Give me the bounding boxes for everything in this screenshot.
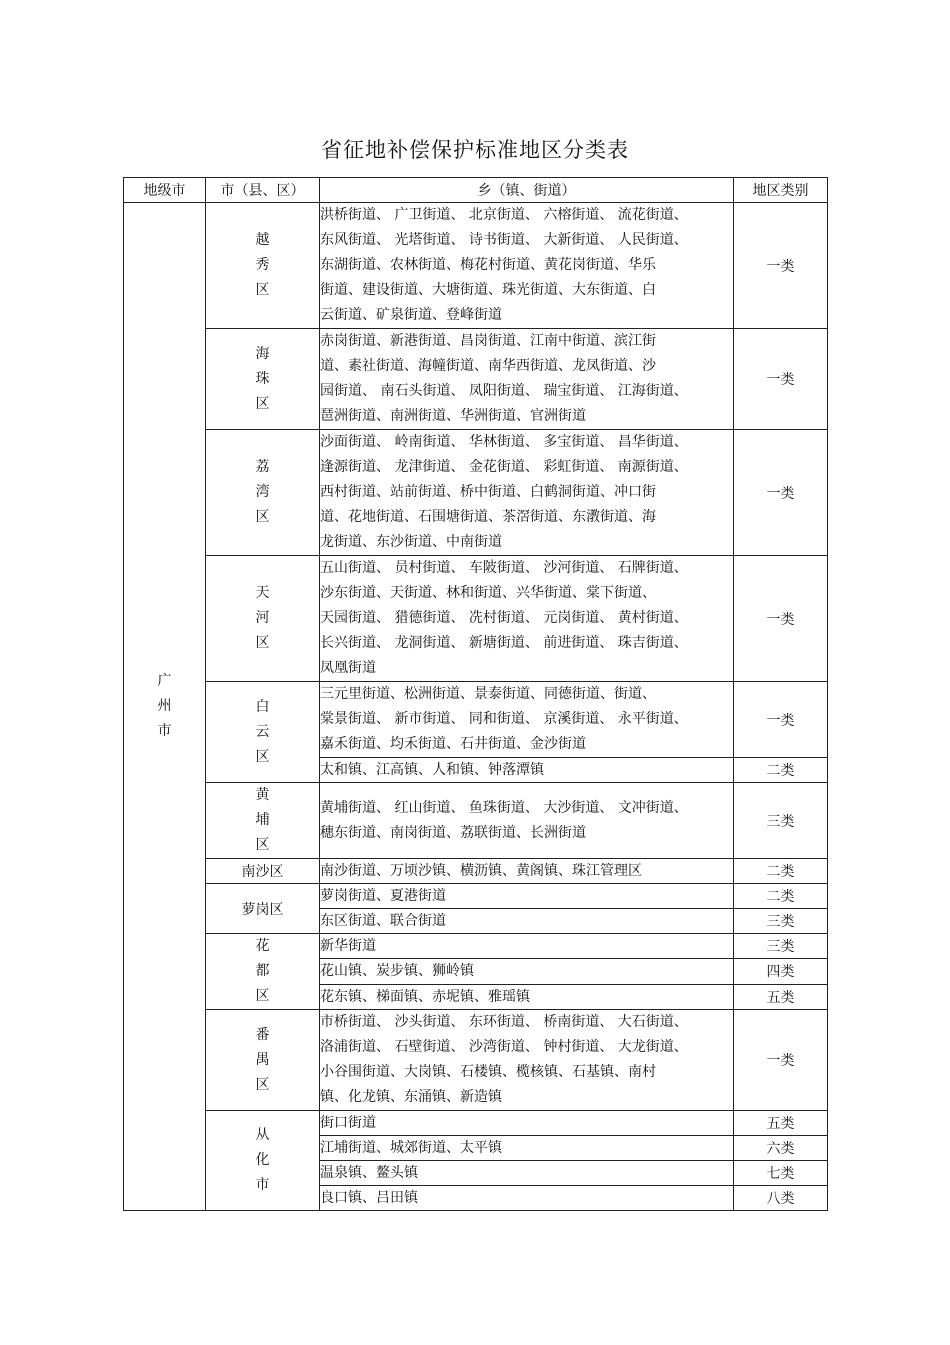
category-cell: 一类 — [734, 203, 828, 329]
table-row — [124, 430, 828, 556]
district-cell — [206, 859, 320, 884]
township-line: 良口镇、吕田镇 — [320, 1190, 418, 1206]
district-cell — [206, 884, 320, 934]
page-title: 省征地补偿保护标准地区分类表 — [321, 138, 629, 162]
district-name: 区 — [255, 282, 270, 298]
prefecture-char: 市 — [157, 723, 172, 739]
category-cell: 八类 — [734, 1186, 828, 1211]
category-cell: 三类 — [734, 934, 828, 959]
district-cell — [206, 556, 320, 682]
prefecture-char: 州 — [157, 698, 172, 714]
table-row — [124, 556, 828, 682]
township-list-cell — [320, 1161, 734, 1186]
township-list-cell — [320, 859, 734, 884]
township-list-cell — [320, 1136, 734, 1161]
township-list-cell — [320, 682, 734, 758]
district-cell — [206, 430, 320, 556]
category-cell: 五类 — [734, 984, 828, 1009]
category-cell: 一类 — [734, 1010, 828, 1111]
district-name: 市 — [255, 1177, 270, 1193]
township-line: 花东镇、梯面镇、赤坭镇、雅瑶镇 — [320, 988, 530, 1005]
township-list-cell — [320, 884, 734, 909]
table-row — [124, 1111, 828, 1136]
table-row — [124, 884, 828, 909]
district-name: 埔 — [255, 812, 270, 828]
table-row — [124, 859, 828, 884]
header-row — [124, 178, 828, 203]
township-list-cell — [320, 1111, 734, 1136]
township-line: 棠景街道、 新市街道、 同和街道、 京溪街道、 永平街道、 — [320, 711, 688, 727]
category-cell: 六类 — [734, 1136, 828, 1161]
township-list-cell — [320, 758, 734, 783]
district-name: 海 — [255, 345, 270, 362]
header-township: 乡（镇、街道） — [320, 178, 734, 203]
district-cell — [206, 682, 320, 783]
township-list-cell — [320, 1186, 734, 1211]
district-name: 区 — [255, 748, 270, 765]
district-cell — [206, 203, 320, 329]
table-body — [124, 203, 828, 1211]
district-name: 秀 — [255, 257, 270, 273]
district-cell — [206, 1111, 320, 1211]
township-line: 琶洲街道、南洲街道、华洲街道、官洲街道 — [320, 408, 586, 424]
township-line: 镇、化龙镇、东涌镇、新造镇 — [320, 1089, 502, 1105]
township-line: 五山街道、 员村街道、 车陂街道、 沙河街道、 石牌街道、 — [320, 560, 688, 576]
district-name: 区 — [255, 395, 270, 412]
category-cell: 三类 — [734, 783, 828, 859]
district-name: 南沙区 — [241, 864, 284, 880]
township-line: 东区街道、联合街道 — [320, 913, 446, 929]
township-list-cell — [320, 556, 734, 682]
header-county: 市（县、区） — [206, 178, 320, 203]
district-cell — [206, 1010, 320, 1111]
category-cell: 一类 — [734, 430, 828, 556]
township-line: 萝岗街道、夏港街道 — [320, 888, 446, 904]
township-line: 街口街道 — [320, 1115, 376, 1131]
classification-table — [123, 177, 828, 1211]
district-name: 区 — [255, 988, 270, 1004]
district-name: 湾 — [255, 484, 270, 500]
township-line: 洛浦街道、 石壁街道、 沙湾街道、 钟村街道、 大龙街道、 — [320, 1039, 688, 1055]
township-line: 沙东街道、天街道、林和街道、兴华街道、棠下街道、 — [320, 585, 656, 601]
township-line: 三元里街道、松洲街道、景泰街道、同德街道、街道、 — [320, 686, 656, 702]
township-list-cell — [320, 909, 734, 934]
category-cell: 二类 — [734, 758, 828, 783]
township-list-cell — [320, 430, 734, 556]
township-line: 长兴街道、 龙洞街道、 新塘街道、 前进街道、 珠吉街道、 — [320, 635, 688, 651]
township-line: 洪桥街道、 广卫街道、 北京街道、 六榕街道、 流花街道、 — [320, 207, 688, 223]
township-line: 花山镇、炭步镇、狮岭镇 — [320, 963, 474, 980]
district-name: 越 — [255, 232, 270, 248]
district-name: 区 — [255, 509, 270, 525]
township-list-cell — [320, 934, 734, 959]
township-line: 西村街道、站前街道、桥中街道、白鹤洞街道、冲口街 — [320, 484, 656, 500]
category-cell: 二类 — [734, 884, 828, 909]
township-line: 街道、建设街道、大塘街道、珠光街道、大东街道、白 — [320, 282, 656, 298]
district-name: 从 — [255, 1127, 270, 1143]
township-line: 温泉镇、鳌头镇 — [320, 1165, 418, 1181]
township-line: 黄埔街道、 红山街道、 鱼珠街道、 大沙街道、 文冲街道、 — [320, 799, 688, 816]
table-row — [124, 682, 828, 758]
district-name: 珠 — [255, 370, 270, 387]
township-line: 沙面街道、 岭南街道、 华林街道、 多宝街道、 昌华街道、 — [320, 434, 688, 450]
district-name: 花 — [255, 938, 270, 954]
category-cell: 四类 — [734, 959, 828, 984]
township-line: 小谷围街道、大岗镇、石楼镇、榄核镇、石基镇、南村 — [320, 1064, 656, 1080]
table-row — [124, 934, 828, 959]
township-list-cell — [320, 329, 734, 430]
township-line: 道、素社街道、海幢街道、南华西街道、龙凤街道、沙 — [320, 358, 656, 374]
township-line: 逢源街道、 龙津街道、 金花街道、 彩虹街道、 南源街道、 — [320, 459, 688, 475]
district-name: 区 — [255, 1076, 270, 1093]
category-cell: 五类 — [734, 1111, 828, 1136]
township-line: 新华街道 — [320, 938, 376, 955]
district-name: 云 — [255, 723, 270, 740]
category-cell: 一类 — [734, 329, 828, 430]
table-row — [124, 329, 828, 430]
district-name: 区 — [255, 635, 270, 651]
district-cell — [206, 934, 320, 1010]
district-name: 萝岗区 — [241, 901, 284, 918]
district-name: 化 — [255, 1152, 270, 1168]
table-row — [124, 1010, 828, 1111]
category-cell: 一类 — [734, 682, 828, 758]
header-category: 地区类别 — [734, 178, 828, 203]
township-line: 龙街道、东沙街道、中南街道 — [320, 534, 502, 550]
township-line: 东风街道、 光塔街道、 诗书街道、 大新街道、 人民街道、 — [320, 232, 688, 248]
township-line: 穗东街道、南岗街道、荔联街道、长洲街道 — [320, 824, 586, 841]
district-name: 黄 — [255, 787, 270, 803]
category-cell: 七类 — [734, 1161, 828, 1186]
prefecture-char: 广 — [157, 673, 172, 689]
township-line: 云街道、矿泉街道、登峰街道 — [320, 307, 502, 323]
township-list-cell — [320, 783, 734, 859]
township-list-cell — [320, 1010, 734, 1111]
table-row — [124, 203, 828, 329]
district-cell — [206, 329, 320, 430]
category-cell: 二类 — [734, 859, 828, 884]
township-list-cell — [320, 959, 734, 984]
township-line: 太和镇、江高镇、人和镇、钟落潭镇 — [320, 762, 544, 778]
district-cell — [206, 783, 320, 859]
township-line: 天园街道、 猎德街道、 冼村街道、 元岗街道、 黄村街道、 — [320, 610, 688, 626]
district-name: 都 — [255, 963, 270, 979]
township-list-cell — [320, 984, 734, 1009]
township-line: 凤凰街道 — [320, 660, 376, 676]
township-line: 东湖街道、农林街道、梅花村街道、黄花岗街道、华乐 — [320, 257, 656, 273]
township-line: 市桥街道、 沙头街道、 东环街道、 桥南街道、 大石街道、 — [320, 1014, 688, 1030]
township-list-cell — [320, 203, 734, 329]
district-name: 番 — [255, 1026, 270, 1043]
district-name: 禺 — [255, 1051, 270, 1068]
district-name: 白 — [255, 698, 270, 715]
district-name: 河 — [255, 610, 270, 626]
header-prefecture: 地级市 — [124, 178, 206, 203]
township-line: 道、花地街道、石围塘街道、茶滘街道、东漖街道、海 — [320, 509, 656, 525]
district-name: 荔 — [255, 459, 270, 475]
township-line: 江埔街道、城郊街道、太平镇 — [320, 1140, 502, 1156]
category-cell: 一类 — [734, 556, 828, 682]
township-line: 赤岗街道、新港街道、昌岗街道、江南中街道、滨江街 — [320, 333, 656, 349]
prefecture-cell — [124, 203, 206, 1211]
township-line: 南沙街道、万顷沙镇、横沥镇、黄阁镇、珠江管理区 — [320, 863, 642, 879]
township-line: 园街道、 南石头街道、 凤阳街道、 瑞宝街道、 江海街道、 — [320, 383, 688, 399]
district-name: 区 — [255, 837, 270, 853]
district-name: 天 — [255, 585, 270, 601]
category-cell: 三类 — [734, 909, 828, 934]
township-line: 嘉禾街道、均禾街道、石井街道、金沙街道 — [320, 736, 586, 752]
table-row — [124, 783, 828, 859]
